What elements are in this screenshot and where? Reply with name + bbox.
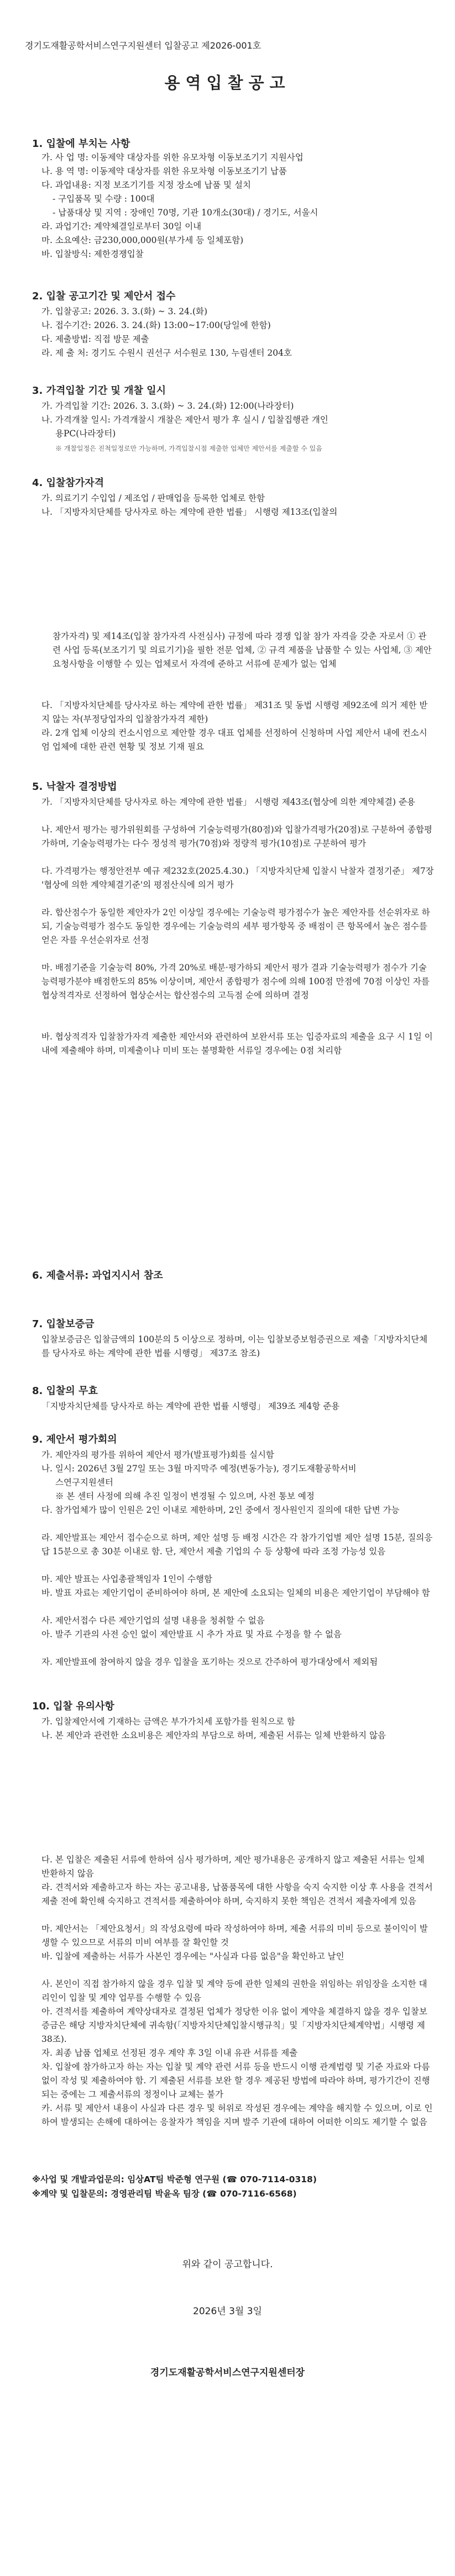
section-10-heading: 10. 입찰 유의사항 bbox=[32, 1701, 114, 1712]
s3-item-a: 가. 가격입찰 기간: 2026. 3. 3.(화) ~ 3. 24.(화) 12:00(나라장터) bbox=[41, 401, 294, 411]
s4-item-b-cont: 참가자격) 및 제14조(입찰 참가자격 사전심사) 규정에 따라 경쟁 입찰 참가 자격을 갖춘 자로서 ① 관련 사업 등록(보조기기 및 의료기기)을 필한 전문 업체, ② 규격 제품을 납품할 수 있는 사업체, ③ 제안요청사항을 이행할 수 있는 업체로서 자격에 준하고 서류에 문제가 없는 업체 bbox=[53, 631, 432, 669]
announcement-date: 2026년 3월 3일 bbox=[193, 2306, 262, 2317]
s1-item-e: 마. 소요예산: 금230,000,000원(부가세 등 일체포함) bbox=[41, 235, 244, 245]
s1-item-a: 가. 사 업 명: 이동제약 대상자를 위한 유모차형 이동보조기기 지원사업 bbox=[41, 152, 304, 162]
s10-item-i: 자. 최종 납품 업체로 선정된 경우 계약 후 3일 이내 유관 서류를 제출 bbox=[41, 2048, 298, 2058]
s10-item-d: 라. 견적서와 제출하고자 하는 자는 공고내용, 납품품목에 대한 사항을 숙지 숙지한 이상 후 사용을 견적서 제출 전에 확인해 숙지하고 견적서를 제출하여야 하며, 숙지하지 못한 책임은 견적서 제출자에게 있음 bbox=[41, 1882, 433, 1906]
s10-item-c: 다. 본 입찰은 제출된 서류에 한하여 심사 평가하며, 제안 평가내용은 공개하지 않고 제출된 서류는 일체 반환하지 않음 bbox=[41, 1855, 425, 1878]
s3-item-b2: 용PC(나라장터) bbox=[55, 429, 116, 439]
s4-item-d: 라. 2개 업체 이상의 컨소시엄으로 제안할 경우 대표 업체를 선정하여 신청하며 사업 제안서 내에 컨소시엄 업체에 대한 관련 현황 및 정보 기재 필요 bbox=[41, 728, 427, 752]
section-4-heading: 4. 입찰참가자격 bbox=[32, 477, 104, 489]
s10-item-b: 나. 본 제안과 관련한 소요비용은 제안자의 부담으로 하며, 제출된 서류는 일체 반환하지 않음 bbox=[41, 1730, 386, 1740]
section-5-heading: 5. 낙찰자 결정방법 bbox=[32, 781, 117, 793]
closing-text: 위와 같이 공고합니다. bbox=[182, 2259, 273, 2270]
s4-item-a: 가. 의료기기 수입업 / 제조업 / 판매업을 등록한 업체로 한함 bbox=[41, 493, 265, 503]
s5-item-f: 바. 협상적격자 입찰참가자격 제출한 제안서와 관련하여 보완서류 또는 입증자료의 제출을 요구 시 1일 이내에 제출해야 하며, 미제출이나 미비 또는 불명확한 서류일 경우에는 0점 처리함 bbox=[41, 1032, 433, 1055]
section-6-heading: 6. 제출서류: 과업지시서 참조 bbox=[32, 1270, 163, 1281]
s9-item-a: 가. 제안자의 평가를 위하여 제안서 평가(발표평가)회를 실시함 bbox=[41, 1450, 274, 1460]
s10-item-f: 바. 입찰에 제출하는 서류가 사본인 경우에는 "사실과 다름 없음"을 확인하고 날인 bbox=[41, 1951, 344, 1961]
s1-item-d: 라. 과업기간: 계약체결일로부터 30일 이내 bbox=[41, 221, 202, 231]
s10-item-k: 카. 서류 및 제안서 내용이 사실과 다른 경우 및 허위로 작성된 경우에는 계약을 해지할 수 있으며, 이로 인하여 발생되는 손해에 대하여는 응찰자가 책임을 지며 발주 기관에 대하여 어떠한 이의도 제기할 수 없음 bbox=[41, 2103, 433, 2127]
s7-text: 입찰보증금은 입찰금액의 100분의 5 이상으로 정하며, 이는 입찰보증보험증권으로 제출「지방자치단체를 당사자로 하는 계약에 관한 법률 시행령」 제37조 참조) bbox=[41, 1334, 428, 1358]
s10-item-g: 사. 본인이 직접 참가하지 않을 경우 입찰 및 계약 등에 관한 일체의 권한을 위임하는 위임장을 소지한 대리인이 입찰 및 계약 업무를 수행할 수 있음 bbox=[41, 1979, 427, 2003]
s5-item-c: 다. 가격평가는 행정안전부 예규 제232호(2025.4.30.) 「지방자치단체 입찰시 낙찰자 결정기준」 제7장 '협상에 의한 계약체결기준'의 평점산식에 의거 평가 bbox=[41, 866, 434, 890]
s9-item-h: 아. 발주 기관의 사전 승인 없이 제안발표 시 추가 자료 및 자료 수정을 할 수 없음 bbox=[41, 1629, 342, 1639]
s2-item-c: 다. 제출방법: 직접 방문 제출 bbox=[41, 334, 149, 344]
contact-contract: ※계약 및 입찰문의: 경영관리팀 박윤옥 팀장 (☎ 070-7116-6568) bbox=[32, 2189, 297, 2199]
contact-project: ※사업 및 개발과업문의: 임상AT팀 박준형 연구원 (☎ 070-7114-0318) bbox=[32, 2174, 317, 2184]
s9-item-e: 마. 제안 발표는 사업총괄책임자 1인이 수행함 bbox=[41, 1574, 212, 1584]
section-9-heading: 9. 제안서 평가회의 bbox=[32, 1434, 117, 1445]
s5-item-a: 가. 「지방자치단체를 당사자로 하는 계약에 관한 법률」 시행령 제43조(협상에 의한 계약체결) 준용 bbox=[41, 797, 415, 807]
s9-item-b1: 나. 일시: 2026년 3월 27일 또는 3월 마지막주 예정(변동가능), 경기도재활공학서비 bbox=[41, 1464, 357, 1474]
page-title: 용역입찰공고 bbox=[164, 73, 291, 92]
s2-item-a: 가. 입찰공고: 2026. 3. 3.(화) ~ 3. 24.(화) bbox=[41, 307, 208, 316]
s10-item-a: 가. 입찰제안서에 기재하는 금액은 부가가치세 포함가를 원칙으로 함 bbox=[41, 1717, 295, 1727]
section-1-heading: 1. 입찰에 부치는 사항 bbox=[32, 138, 130, 150]
s9-item-b2: 스연구지원센터 bbox=[55, 1477, 113, 1487]
section-2-heading: 2. 입찰 공고기간 및 제안서 접수 bbox=[32, 291, 176, 302]
issuer-name: 경기도재활공학서비스연구지원센터장 bbox=[150, 2367, 305, 2378]
s1-item-c1: - 구입품목 및 수량 : 100대 bbox=[53, 194, 155, 204]
s10-item-j: 차. 입찰에 참가하고자 하는 자는 입찰 및 계약 관련 서류 등을 반드시 이행 관계법령 및 기준 자료와 다름없이 작성 및 제출하여야 함. 기 제출된 서류를 보완 할 경우 제공된 방법에 따라야 하며, 평가기간이 진행되는 중에는 그 제출서류의 정정이나 교체는 불가 bbox=[41, 2062, 430, 2099]
s9-item-f: 바. 발표 자료는 제안기업이 준비하여야 하며, 본 제안에 소요되는 일체의 비용은 제안기업이 부담해야 함 bbox=[41, 1588, 430, 1598]
s2-item-b: 나. 접수기간: 2026. 3. 24.(화) 13:00~17:00(당일에 한함) bbox=[41, 320, 271, 330]
s3-item-b1: 나. 가격개찰 일시: 가격개찰시 개찰은 제안서 평가 후 실시 / 입찰집행관 개인 bbox=[41, 415, 328, 425]
s10-item-h: 아. 견적서를 제출하여 계약상대자로 결정된 업체가 정당한 이유 없이 계약을 체결하지 않을 경우 입찰보증금은 해당 지방자치단체에 귀속함(「지방자치단체입찰시행규칙」및「지방자치단체계약법」시행령 제38조). bbox=[41, 2007, 427, 2044]
s5-item-b: 나. 제안서 평가는 평가위원회를 구성하여 기술능력평가(80점)와 입찰가격평가(20점)로 구분하여 종합평가하며, 기술능력평가는 다수 정성적 평가(70점)와 정량적 평가(10점)로 구분하여 평가 bbox=[41, 825, 432, 848]
s2-item-d: 라. 제 출 처: 경기도 수원시 권선구 서수원로 130, 누림센터 204호 bbox=[41, 348, 292, 358]
s1-item-c: 다. 과업내용: 지정 보조기기를 지정 장소에 납품 및 설치 bbox=[41, 180, 251, 190]
s5-item-d: 라. 합산점수가 동일한 제안자가 2인 이상일 경우에는 기술능력 평가점수가 높은 제안자를 선순위자로 하되, 기술능력평가 점수도 동일한 경우에는 기술능력의 세부 평가항목 중 배점이 큰 항목에서 높은 점수를 얻은 자를 우선순위자로 선정 bbox=[41, 907, 430, 945]
s9-item-c: 다. 참가업체가 많이 인원은 2인 이내로 제한하며, 2인 중에서 정사원인지 질의에 대한 답변 가능 bbox=[41, 1505, 400, 1515]
section-3-heading: 3. 가격입찰 기간 및 개찰 일시 bbox=[32, 385, 166, 397]
s9-item-i: 자. 제안발표에 참여하지 않을 경우 입찰을 포기하는 것으로 간주하여 평가대상에서 제외됨 bbox=[41, 1657, 378, 1667]
s4-item-b: 나. 「지방자치단체를 당사자로 하는 계약에 관한 법률」 시행령 제13조(입찰의 bbox=[41, 507, 338, 517]
section-8-heading: 8. 입찰의 무효 bbox=[32, 1385, 98, 1397]
s9-item-d: 라. 제안발표는 제안서 접수순으로 하며, 제안 설명 등 배정 시간은 각 참가기업별 제안 설명 15분, 질의응답 15분으로 총 30분 이내로 함. 단, 제안서 제출 기업의 수 등 상황에 따라 조정 가능성 있음 bbox=[41, 1533, 433, 1556]
announcement-header: 경기도재활공학서비스연구지원센터 입찰공고 제2026-001호 bbox=[25, 40, 262, 51]
s4-item-c: 다. 「지방자치단체를 당사자로 하는 계약에 관한 법률」 제31조 및 동법 시행령 제92조에 의거 제한 받지 않는 자(부정당업자의 입찰참가자격 제한) bbox=[41, 700, 428, 724]
s3-note: ※ 개찰일정은 진척일정로만 가능하며, 가격입찰시점 제출한 업체만 제안서를 제출할 수 있음 bbox=[55, 445, 322, 452]
s5-item-e: 마. 배점기준을 기술능력 80%, 가격 20%로 배분·평가하되 제안서 평가 결과 기술능력평가 점수가 기술능력평가분야 배점한도의 85% 이상이며, 제안서 종합평가 점수에 의해 100점 만점에 70점 이상인 자를 협상적격자로 선정하여 협상순서는 합산점수의 고득점 순에 의하며 결정 bbox=[41, 963, 430, 1000]
s10-item-e: 마. 제안서는 「제안요청서」의 작성요령에 따라 작성하여야 하며, 제출 서류의 미비 등으로 불이익이 발생할 수 있으므로 서류의 미비 여부를 잘 확인할 것 bbox=[41, 1924, 428, 1947]
s9-item-g: 사. 제안서접수 다른 제안기업의 설명 내용을 청취할 수 없음 bbox=[41, 1616, 265, 1625]
s1-item-f: 바. 입찰방식: 제한경쟁입찰 bbox=[41, 249, 144, 259]
s1-item-b: 나. 용 역 명: 이동제약 대상자를 위한 유모차형 이동보조기기 납품 bbox=[41, 166, 287, 176]
s8-text: 「지방자치단체를 당사자로 하는 계약에 관한 법률 시행령」 제39조 제4항 준용 bbox=[41, 1401, 340, 1411]
s9-item-b-note: ※ 본 센터 사정에 의해 추진 일정이 변경될 수 있으며, 사전 통보 예정 bbox=[55, 1491, 315, 1501]
s1-item-c2: - 납품대상 및 지역 : 장애인 70명, 기관 10개소(30대) / 경기도, 서울시 bbox=[53, 208, 318, 218]
section-7-heading: 7. 입찰보증금 bbox=[32, 1318, 95, 1330]
